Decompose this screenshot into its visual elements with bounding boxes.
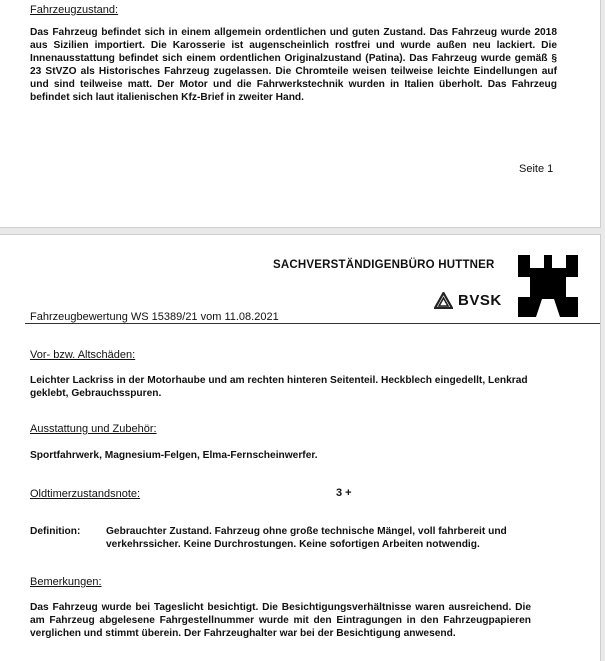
ausstattung-heading: Ausstattung und Zubehör:	[30, 423, 157, 435]
bemerkungen-text: Das Fahrzeug wurde bei Tageslicht besichtigt. Die Besichtigungsverhältnisse waren ausreichend. Die am Fahrzeug abgelesene Fahrgestellnummer wurde mit den Eintragungen in den Fahrzeugpapieren verglichen und stimmt überein. Der Fahrzeughalter war bei der Besichtigung anwesend.	[30, 602, 531, 639]
fahrzeugzustand-text: Das Fahrzeug befindet sich in einem allgemein ordentlichen und guten Zustand. Das Fahrzeug wurde 2018 aus Sizilien importiert. Die Karosserie ist augenscheinlich rostfrei und wurde außen neu lackiert. Die Innenausstattung befindet sich einem ordentlichen Originalzustand (Patina). Das Fahrzeug wurde gemäß § 23 StVZO als Historisches Fahrzeug zugelassen. Die Chromteile weisen teilweise leichte Eindellungen auf und sind teilweise matt. Der Motor und die Fahrwerkstechnik wurden in Italien überholt. Das Fahrzeug befindet sich laut italienischen Kfz-Brief in zweiter Hand.	[30, 27, 557, 103]
report-reference: Fahrzeugbewertung WS 15389/21 vom 11.08.2021	[30, 311, 279, 323]
definition-text: Gebrauchter Zustand. Fahrzeug ohne große technische Mängel, voll fahrbereit und verkehrssicher. Keine Durchrostungen. Keine sofortigen Arbeiten notwendig.	[106, 526, 507, 550]
company-name: SACHVERSTÄNDIGENBÜRO HUTTNER	[273, 259, 495, 271]
header-divider	[25, 323, 600, 324]
huttner-logo-icon	[518, 255, 578, 317]
bvsk-logo	[434, 291, 502, 309]
fahrzeugzustand-heading: Fahrzeugzustand:	[30, 4, 119, 16]
bvsk-text: BVSK	[458, 291, 502, 309]
page-number: Seite 1	[519, 163, 554, 175]
document-page-2	[0, 234, 601, 661]
zustandsnote-value: 3 +	[336, 487, 352, 499]
vorschaeden-heading: Vor- bzw. Altschäden:	[30, 349, 136, 361]
bemerkungen-heading: Bemerkungen:	[30, 576, 102, 588]
document-page-1	[0, 0, 601, 228]
vorschaeden-text: Leichter Lackriss in der Motorhaube und am rechten hinteren Seitenteil. Heckblech eingedellt, Lenkrad geklebt, Gebrauchsspuren.	[30, 375, 528, 399]
ausstattung-text: Sportfahrwerk, Magnesium-Felgen, Elma-Fernscheinwerfer.	[30, 450, 318, 461]
definition-label: Definition:	[30, 526, 81, 537]
bvsk-triangle-icon	[434, 292, 453, 309]
zustandsnote-label: Oldtimerzustandsnote:	[30, 488, 141, 500]
